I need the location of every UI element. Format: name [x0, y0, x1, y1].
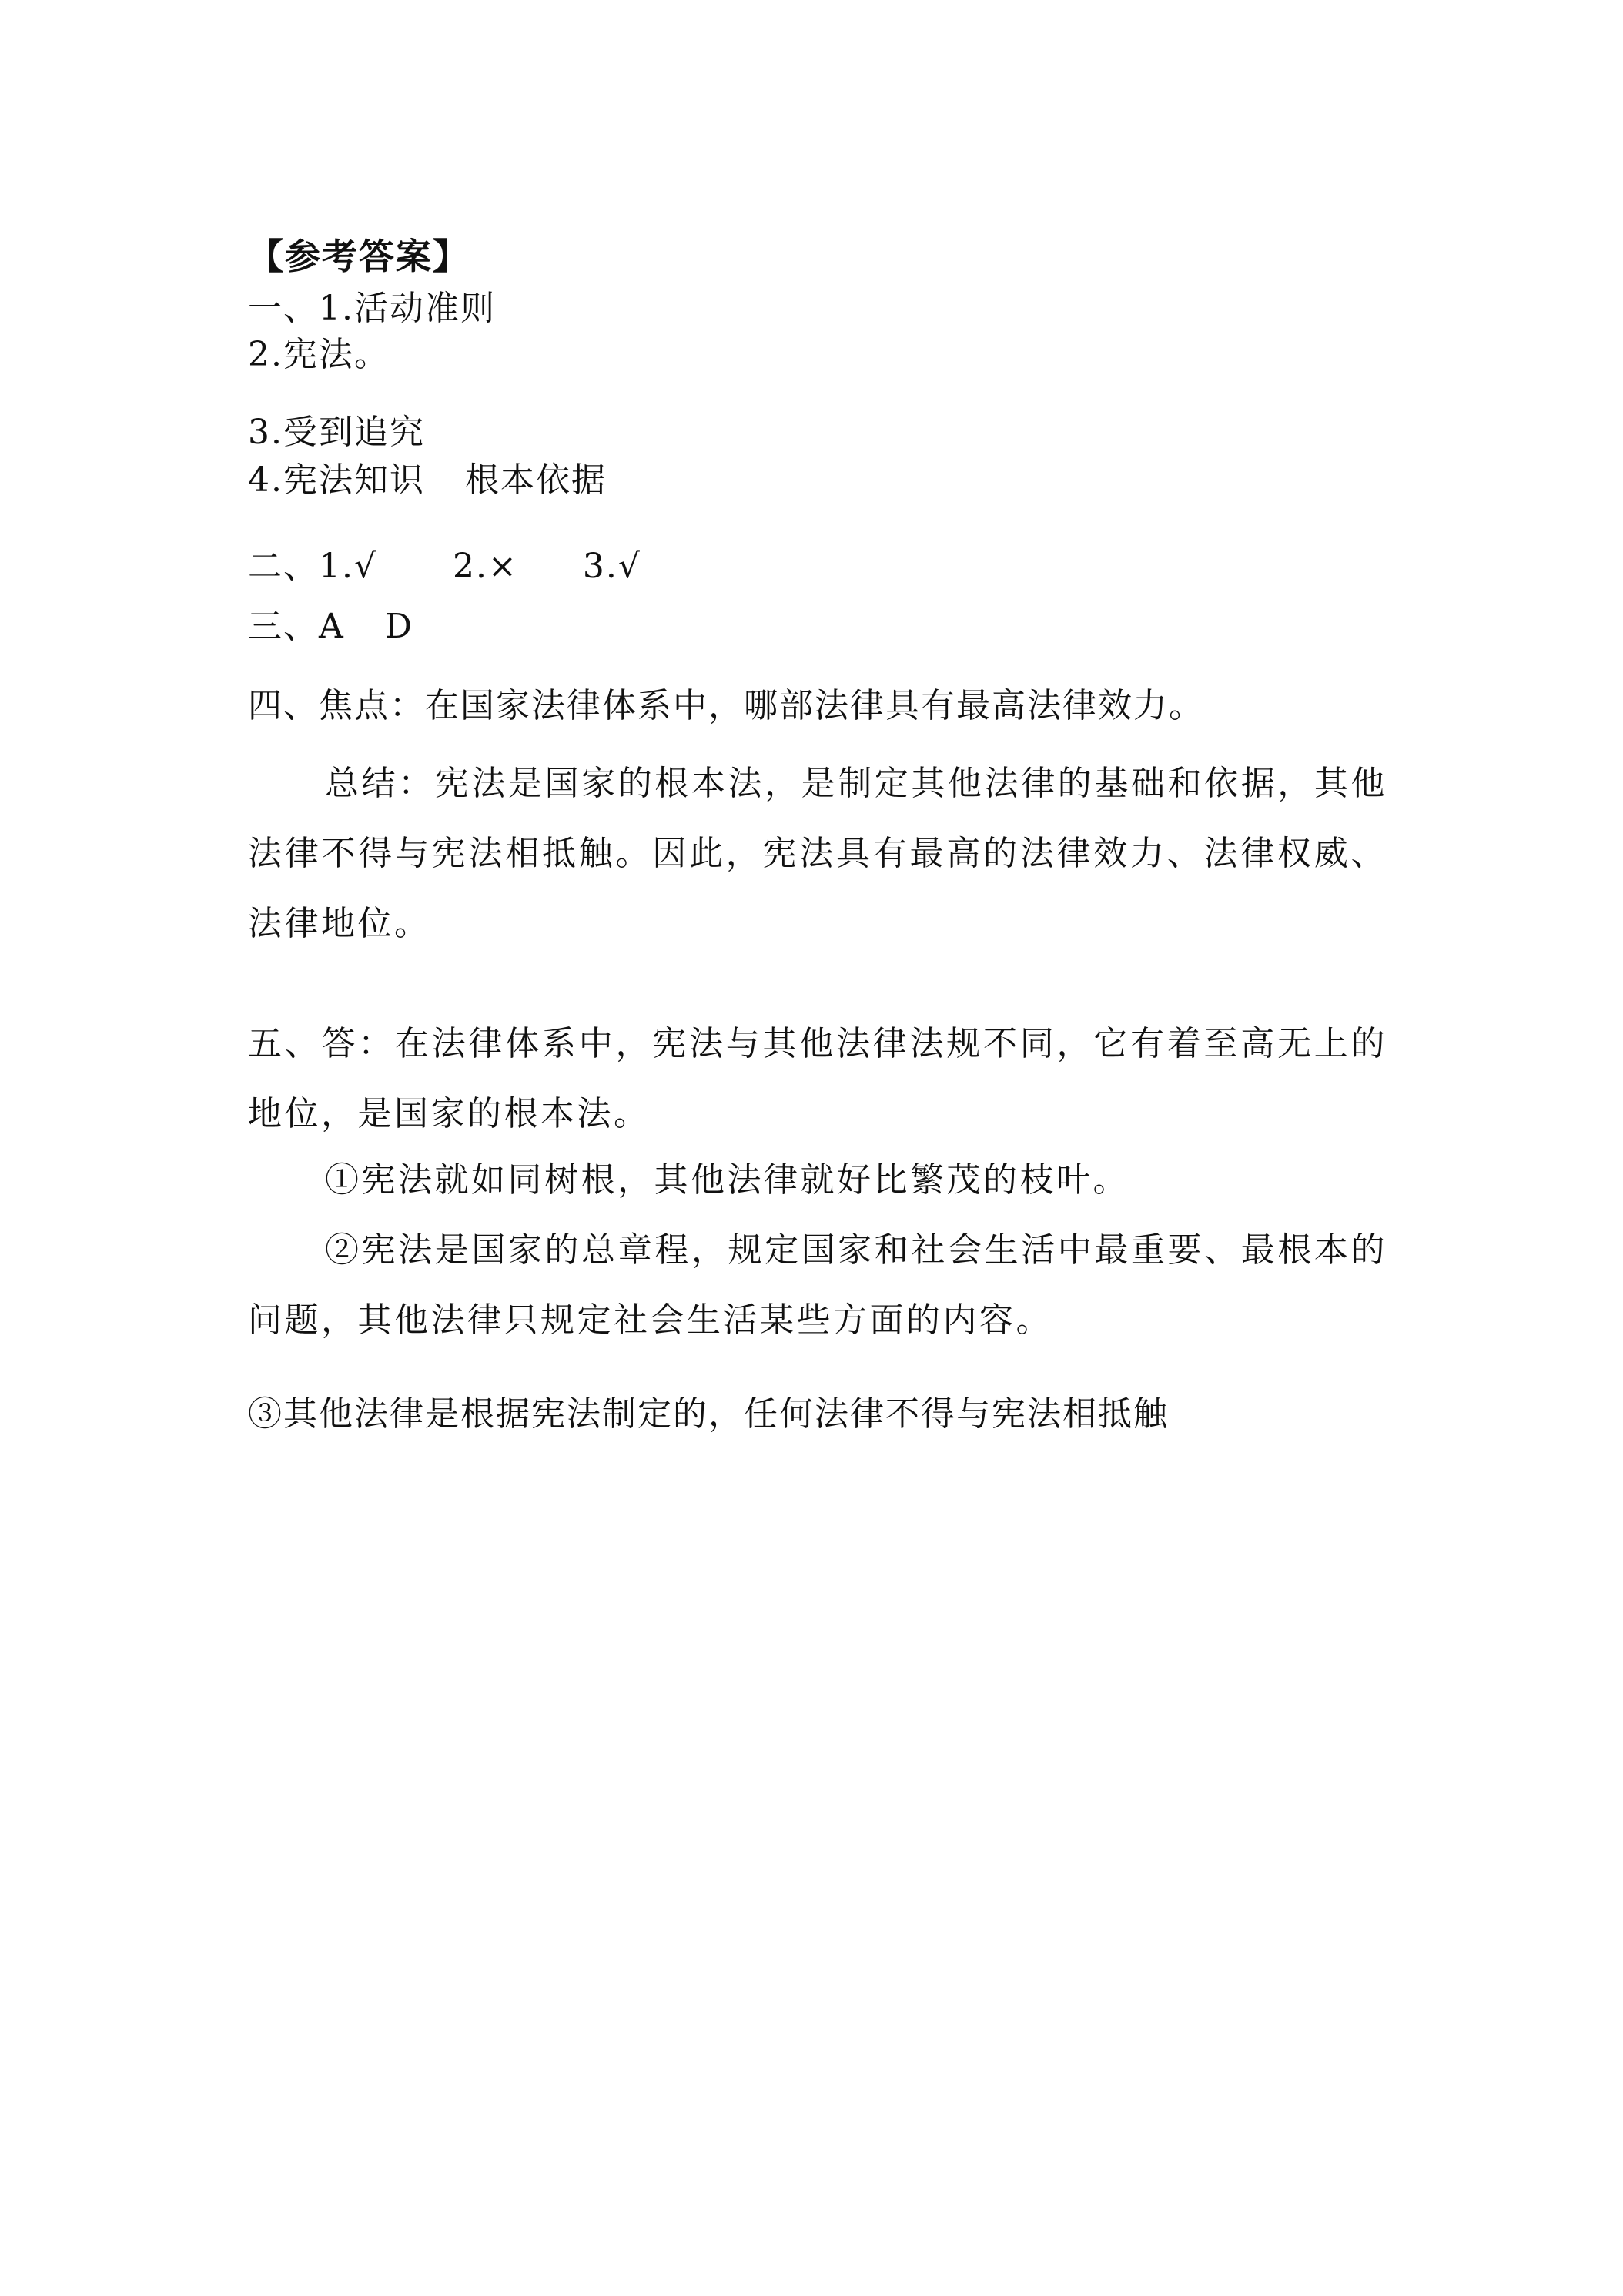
section1-item3: 3.受到追究 — [248, 413, 425, 452]
section4-summary: 总结：宪法是国家的根本法，是制定其他法律的基础和依据，其他法律不得与宪法相抵触。因此，宪法具有最高的法律效力、法律权威、法律地位。 — [248, 764, 1387, 943]
section3-answer-b: D — [384, 607, 414, 646]
section1-item4 — [248, 460, 607, 501]
section1-item2: 2.宪法。 — [248, 335, 390, 374]
section5-point1: ①宪法就如同树根，其他法律就好比繁茂的枝叶。 — [325, 1160, 1129, 1200]
section5-point2: ②宪法是国家的总章程，规定国家和社会生活中最重要、最根本的问题，其他法律只规定社会生活某些方面的内容。 — [248, 1230, 1387, 1340]
section4-focus: 四、焦点：在国家法律体系中，哪部法律具有最高法律效力。 — [248, 686, 1204, 725]
section1-item4-part1: 4.宪法知识 — [248, 460, 425, 500]
section5-point3: ③其他法律是根据宪法制定的，任何法律不得与宪法相抵触 — [248, 1394, 1169, 1434]
section3-answer-a: 三、A — [248, 607, 345, 646]
answer-title: 【参考答案】 — [248, 236, 470, 277]
section1-item1: 一、1.活动准则 — [248, 289, 496, 328]
section3-answers — [248, 606, 413, 648]
section5-intro: 五、答：在法律体系中，宪法与其他法律法规不同，它有着至高无上的地位，是国家的根本法。 — [248, 1024, 1387, 1133]
section2-answer3: 3.√ — [582, 547, 641, 586]
section1-item4-part2: 根本依据 — [464, 460, 607, 500]
section2-answers — [248, 546, 641, 587]
section2-answer2: 2.× — [453, 547, 518, 586]
section2-answer1: 二、1.√ — [248, 547, 378, 586]
